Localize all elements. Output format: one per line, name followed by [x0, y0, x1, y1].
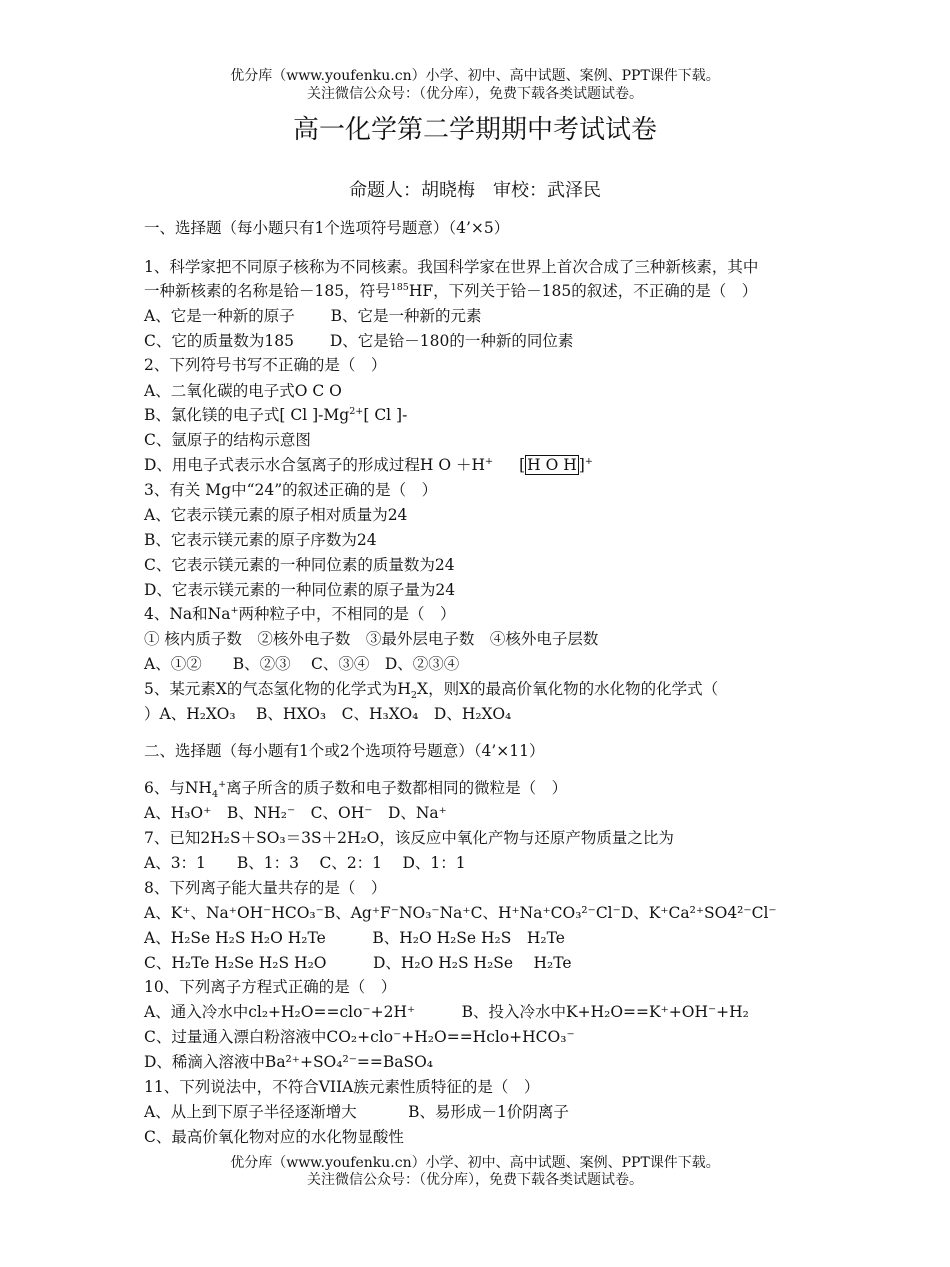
q3-option-d: D、它表示镁元素的一种同位素的原子量为24 [144, 581, 456, 599]
q1-stem-line-1: 1、科学家把不同原子核称为不同核素。我国科学家在世界上首次合成了三种新核素，其中 [144, 258, 759, 276]
q4-stem [144, 604, 456, 624]
q6-stem [144, 778, 568, 801]
q10-stem: 10、下列离子方程式正确的是（ ） [144, 978, 397, 996]
q2-option-d-bracket-open: [ [519, 456, 526, 474]
footer-line-2: 关注微信公众号：（优分库），免费下载各类试题试卷。 [307, 1172, 643, 1188]
q4-stem-charge: + [230, 604, 239, 616]
q10-option-c: C、过量通入漂白粉溶液中CO₂+clo⁻+H₂O==Hclo+HCO₃⁻ [144, 1028, 575, 1046]
section-1-heading: 一、选择题（每小题只有1个选项符号题意）（4’×5） [144, 219, 510, 237]
page-title: 高一化学第二学期期中考试试卷 [292, 115, 657, 145]
q3-stem: 3、有关 Mg中“24”的叙述正确的是（ ） [144, 481, 438, 499]
q2-option-a: A、二氧化碳的电子式O C O [144, 382, 342, 400]
q4-stem-text-b: 两种粒子中，不相同的是（ ） [238, 605, 456, 623]
q4-options: A、①② B、②③ C、③④ D、②③④ [144, 655, 460, 673]
q5-stem [144, 679, 719, 702]
section-2-heading: 二、选择题（每小题有1个或2个选项符号题意）（4’×11） [144, 742, 545, 760]
q2-option-d-bracket-close: ] [578, 456, 585, 474]
q6-options: A、H₃O⁺ B、NH₂⁻ C、OH⁻ D、Na⁺ [144, 804, 447, 822]
q5-options: ）A、H₂XO₃ B、HXO₃ C、H₃XO₄ D、H₂XO₄ [144, 705, 512, 723]
q6-stem-charge: + [218, 778, 227, 790]
q11-stem: 11、下列说法中，不符合VIIA族元素性质特征的是（ ） [144, 1078, 540, 1096]
q1-stem-text-b: HF，下列关于铪－185的叙述，不正确的是（ ） [408, 282, 758, 300]
q1-mass-number: 185 [390, 281, 409, 293]
q10-option-d: D、稀滴入溶液中Ba²⁺+SO₄²⁻==BaSO₄ [144, 1053, 434, 1071]
q4-items: ① 核内质子数 ②核外电子数 ③最外层电子数 ④核外电子层数 [144, 630, 599, 648]
q8-stem: 8、下列离子能大量共存的是（ ） [144, 879, 387, 897]
q2-option-d-charge-2: + [584, 455, 593, 467]
q5-stem-subscript: 2 [410, 690, 418, 702]
header-line-1: 优分库（www.youfenku.cn）小学、初中、高中试题、案例、PPT课件下载。 [230, 68, 720, 84]
q10-options-ab: A、通入冷水中cl₂+H₂O==clo⁻+2H⁺ B、投入冷水中K+H₂O==K⁺+OH⁻+H₂ [144, 1003, 749, 1021]
q1-options-cd: C、它的质量数为185 D、它是铪－180的一种新的同位素 [144, 332, 574, 350]
q2-option-d-charge: + [485, 455, 494, 467]
q5-stem-text-b: X，则X的最高价氧化物的水化物的化学式（ [417, 680, 719, 698]
q2-option-d-structure: H O H [527, 456, 577, 474]
q6-stem-subscript: 4 [211, 789, 219, 801]
q2-option-c: C、氩原子的结构示意图 [144, 431, 311, 449]
q5-stem-text-a: 5、某元素X的气态氢化物的化学式为H [144, 680, 411, 698]
q6-stem-text-a: 6、与NH [144, 779, 212, 797]
q3-option-b: B、它表示镁元素的原子序数为24 [144, 531, 377, 549]
footer-line-1: 优分库（www.youfenku.cn）小学、初中、高中试题、案例、PPT课件下载。 [230, 1155, 720, 1171]
q1-options-ab: A、它是一种新的原子 B、它是一种新的元素 [144, 307, 482, 325]
q1-stem-text-a: 一种新核素的名称是铪－185，符号 [144, 282, 391, 300]
q3-option-a: A、它表示镁元素的原子相对质量为24 [144, 506, 408, 524]
q2-option-b-charge: 2+ [349, 405, 364, 417]
q2-stem: 2、下列符号书写不正确的是（ ） [144, 356, 387, 374]
q9-options-cd: C、H₂Te H₂Se H₂S H₂O D、H₂O H₂S H₂Se H₂Te [144, 954, 572, 972]
header-line-2: 关注微信公众号：（优分库），免费下载各类试题试卷。 [307, 86, 643, 102]
q9-options-ab: A、H₂Se H₂S H₂O H₂Te B、H₂O H₂Se H₂S H₂Te [144, 929, 565, 947]
q6-stem-text-b: 离子所含的质子数和电子数都相同的微粒是（ ） [226, 779, 568, 797]
q7-stem: 7、已知2H₂S＋SO₃＝3S＋2H₂O，该反应中氧化产物与还原产物质量之比为 [144, 829, 674, 847]
q2-option-d-text-a: D、用电子式表示水合氢离子的形成过程H O ＋H [144, 456, 486, 474]
q2-option-b [144, 405, 407, 425]
q11-options-ab: A、从上到下原子半径逐渐增大 B、易形成－1价阴离子 [144, 1103, 569, 1121]
q4-stem-text-a: 4、Na和Na [144, 605, 231, 623]
q1-stem-line-2 [144, 281, 757, 301]
authors-line: 命题人：胡晓梅 审校：武泽民 [349, 180, 601, 201]
q3-option-c: C、它表示镁元素的一种同位素的质量数为24 [144, 556, 455, 574]
q7-options: A、3：1 B、1：3 C、2：1 D、1：1 [144, 854, 466, 872]
q2-option-d [144, 455, 593, 475]
q2-option-b-text-a: B、氯化镁的电子式[ Cl ]-Mg [144, 406, 350, 424]
q8-options: A、K⁺、Na⁺OH⁻HCO₃⁻B、Ag⁺F⁻NO₃⁻Na⁺C、H⁺Na⁺CO₃²⁻Cl⁻D、K⁺Ca²⁺SO4²⁻Cl⁻ [144, 904, 777, 922]
q11-option-c: C、最高价氧化物对应的水化物显酸性 [144, 1128, 404, 1146]
q2-option-b-text-b: [ Cl ]- [363, 406, 408, 424]
